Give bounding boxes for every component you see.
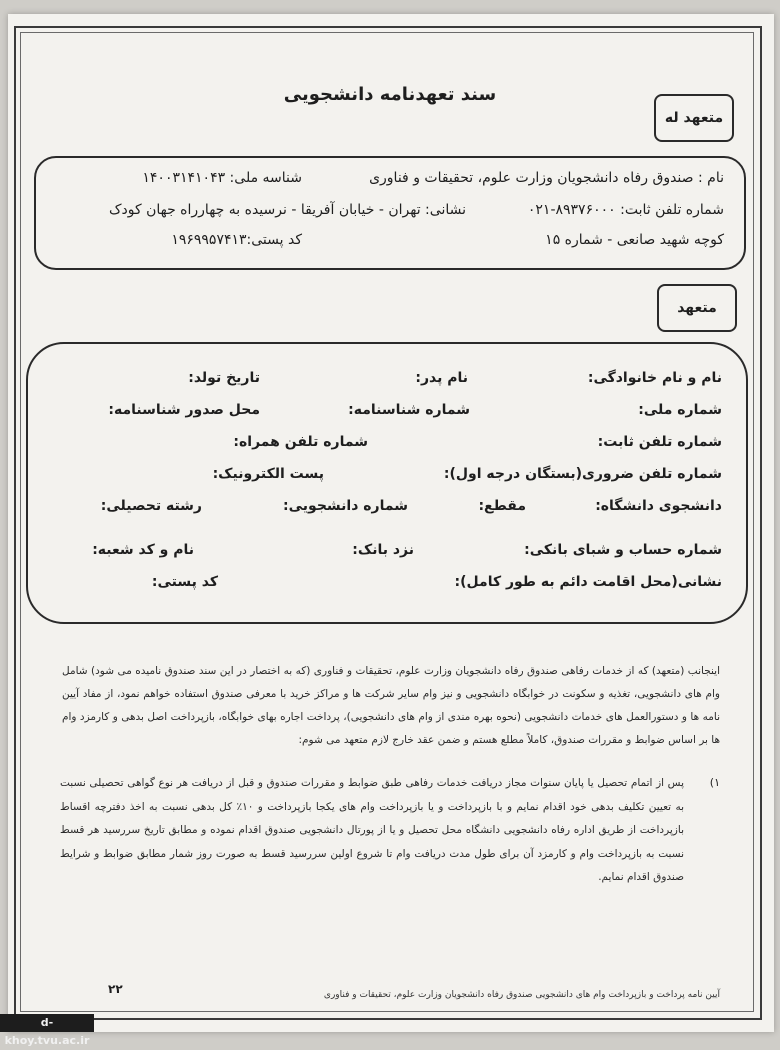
field-bank-account: شماره حساب و شبای بانکی: (524, 542, 722, 558)
field-student-number: شماره دانشجویی: (283, 498, 408, 514)
section-tag-obligor: متعهد (657, 284, 737, 332)
field-id-number: شماره شناسنامه: (348, 402, 470, 418)
beneficiary-address: نشانی: تهران - خیابان آفریقا - نرسیده به چهارراه جهان کودک (108, 202, 466, 218)
field-emergency-phone: شماره تلفن ضروری(بستگان درجه اول): (443, 466, 722, 482)
beneficiary-national-id: شناسه ملی: ۱۴۰۰۳۱۴۱۰۴۳ (142, 170, 302, 186)
field-postal-code: کد پستی: (151, 574, 218, 590)
commitment-item-1: پس از اتمام تحصیل یا پایان سنوات مجاز دریافت خدمات رفاهی طبق ضوابط و مقررات صندوق و قبل از دریافت هر نوع گواهی تحصیلی نسبت به تعیین تکلیف بدهی خود اقدام نمایم و با بازپرداخت و یا بازپرداخت وام های یکجا بازپرداخت و ۱۰٪ کل بدهی نسبت به اخذ دفترچه اقساط بازپرداخت از طریق اداره رفاه دانشجویی دانشگاه محل تحصیل و یا از پورتال دانشجویی صندوق اقدام نموده و مطابق تاریخ سررسید هر قسط نسبت به بازپرداخت وام و کارمزد آن برای طول مدت دریافت وام تا شروع اولین سررسید قسط به صورت روز شمار مطابق ضوابط و شرایط صندوق اقدام نمایم. (60, 777, 685, 883)
beneficiary-postal: کد پستی:۱۹۶۹۹۵۷۴۱۳ (171, 232, 302, 248)
beneficiary-name: نام : صندوق رفاه دانشجویان وزارت علوم، تحقیقات و فناوری (369, 170, 724, 186)
document-title: سند تعهدنامه دانشجویی (283, 84, 497, 105)
site-watermark: d-khoy.tvu.ac.ir (0, 1014, 94, 1032)
commitment-paragraph: اینجانب (متعهد) که از خدمات رفاهی صندوق رفاه دانشجویان وزارت علوم، تحقیقات و فناوری (که به اختصار در این سند صندوق نامیده می شود) شامل وام های دانشجویی، تغذیه و سکونت در خوابگاه دانشجویی و نیز وام سایر شرکت ها و مراکز خرید با معرفی صندوق استفاده خواهم نمود، از مفاد آیین نامه ها و دستورالعمل های خدمات دانشجویی (نحوه بهره مندی از وام های دانشجویی)، پرداخت اجاره بهای خوابگاه، بازپرداخت اصل بدهی و کارمزد وام ها بر اساس ضوابط و مقررات صندوق، کاملاً مطلع هستم و ضمن عقد خارج لازم متعهد می شوم: (62, 665, 720, 746)
field-landline: شماره تلفن ثابت: (597, 434, 722, 450)
beneficiary-alley: کوچه شهید صانعی - شماره ۱۵ (545, 232, 724, 248)
field-degree-level: مقطع: (478, 498, 526, 514)
field-full-name: نام و نام خانوادگی: (587, 370, 722, 386)
footer-text: آیین نامه پرداخت و بازپرداخت وام های دانشجویی صندوق رفاه دانشجویان وزارت علوم، تحقیقات و فناوری (323, 990, 720, 1000)
field-issue-place: محل صدور شناسنامه: (108, 402, 260, 418)
field-father-name: نام پدر: (415, 370, 468, 386)
field-email: پست الکترونیک: (212, 466, 324, 482)
section-tag-beneficiary: متعهد له (654, 94, 734, 142)
page-number: ۲۲ (108, 982, 123, 996)
field-address: نشانی(محل اقامت دائم به طور کامل): (454, 574, 722, 590)
field-mobile: شماره تلفن همراه: (233, 434, 368, 450)
field-university: دانشجوی دانشگاه: (595, 498, 722, 514)
item-number: ۱) (709, 776, 720, 789)
beneficiary-phone: شماره تلفن ثابت: ۸۹۳۷۶۰۰۰-۰۲۱ (527, 202, 724, 218)
field-birth-date: تاریخ تولد: (188, 370, 260, 386)
field-bank: نزد بانک: (352, 542, 414, 558)
field-major: رشته تحصیلی: (100, 498, 202, 514)
field-national-number: شماره ملی: (638, 402, 722, 418)
field-branch: نام و کد شعبه: (92, 542, 194, 558)
